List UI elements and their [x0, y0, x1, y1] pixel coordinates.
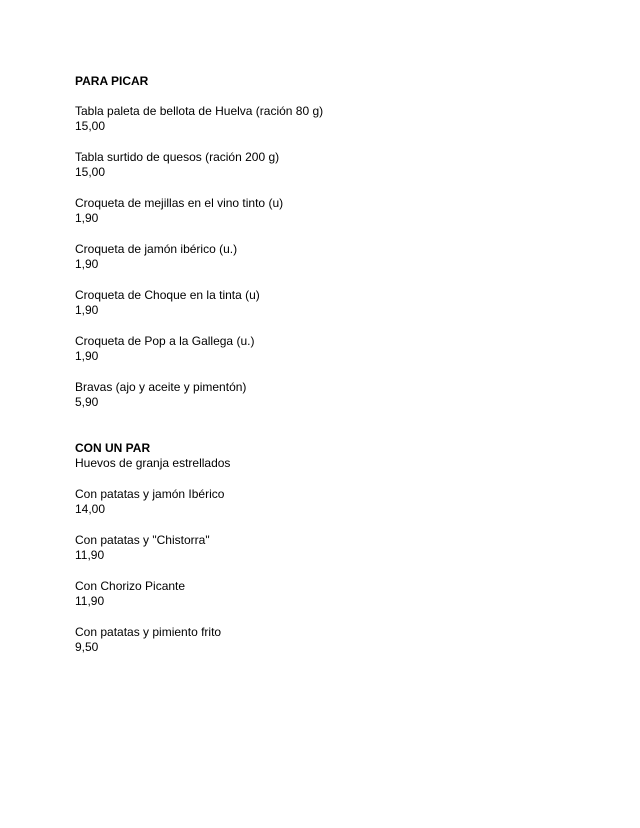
item-name: Bravas (ajo y aceite y pimentón) [75, 380, 247, 394]
item-name: Croqueta de jamón ibérico (u.) [75, 242, 238, 256]
section-con-un-par [75, 441, 575, 655]
menu-item [75, 533, 575, 563]
menu-item [75, 288, 575, 318]
menu-page [75, 74, 575, 671]
item-price: 9,50 [75, 640, 99, 654]
item-name: Con Chorizo Picante [75, 579, 186, 593]
menu-item [75, 625, 575, 655]
section-title: PARA PICAR [75, 74, 149, 88]
section-subtitle: Huevos de granja estrellados [75, 456, 231, 470]
item-price: 11,90 [75, 548, 105, 562]
menu-item [75, 150, 575, 180]
item-name: Con patatas y pimiento frito [75, 625, 222, 639]
menu-item [75, 380, 575, 410]
item-name: Croqueta de mejillas en el vino tinto (u) [75, 196, 284, 210]
item-name: Con patatas y "Chistorra" [75, 533, 210, 547]
item-price: 15,00 [75, 165, 106, 179]
item-price: 1,90 [75, 257, 99, 271]
item-price: 1,90 [75, 211, 99, 225]
menu-item [75, 334, 575, 364]
item-price: 15,00 [75, 119, 106, 133]
item-name: Croqueta de Choque en la tinta (u) [75, 288, 260, 302]
menu-item [75, 487, 575, 517]
item-name: Tabla paleta de bellota de Huelva (ración 80 g) [75, 104, 324, 118]
section-title: CON UN PAR [75, 441, 151, 455]
item-name: Croqueta de Pop a la Gallega (u.) [75, 334, 255, 348]
section-para-picar [75, 74, 575, 410]
menu-item [75, 579, 575, 609]
item-price: 14,00 [75, 502, 106, 516]
item-price: 11,90 [75, 594, 105, 608]
menu-item [75, 104, 575, 134]
menu-item [75, 242, 575, 272]
item-name: Tabla surtido de quesos (ración 200 g) [75, 150, 280, 164]
item-price: 5,90 [75, 395, 99, 409]
item-price: 1,90 [75, 303, 99, 317]
item-price: 1,90 [75, 349, 99, 363]
menu-item [75, 196, 575, 226]
item-name: Con patatas y jamón Ibérico [75, 487, 225, 501]
